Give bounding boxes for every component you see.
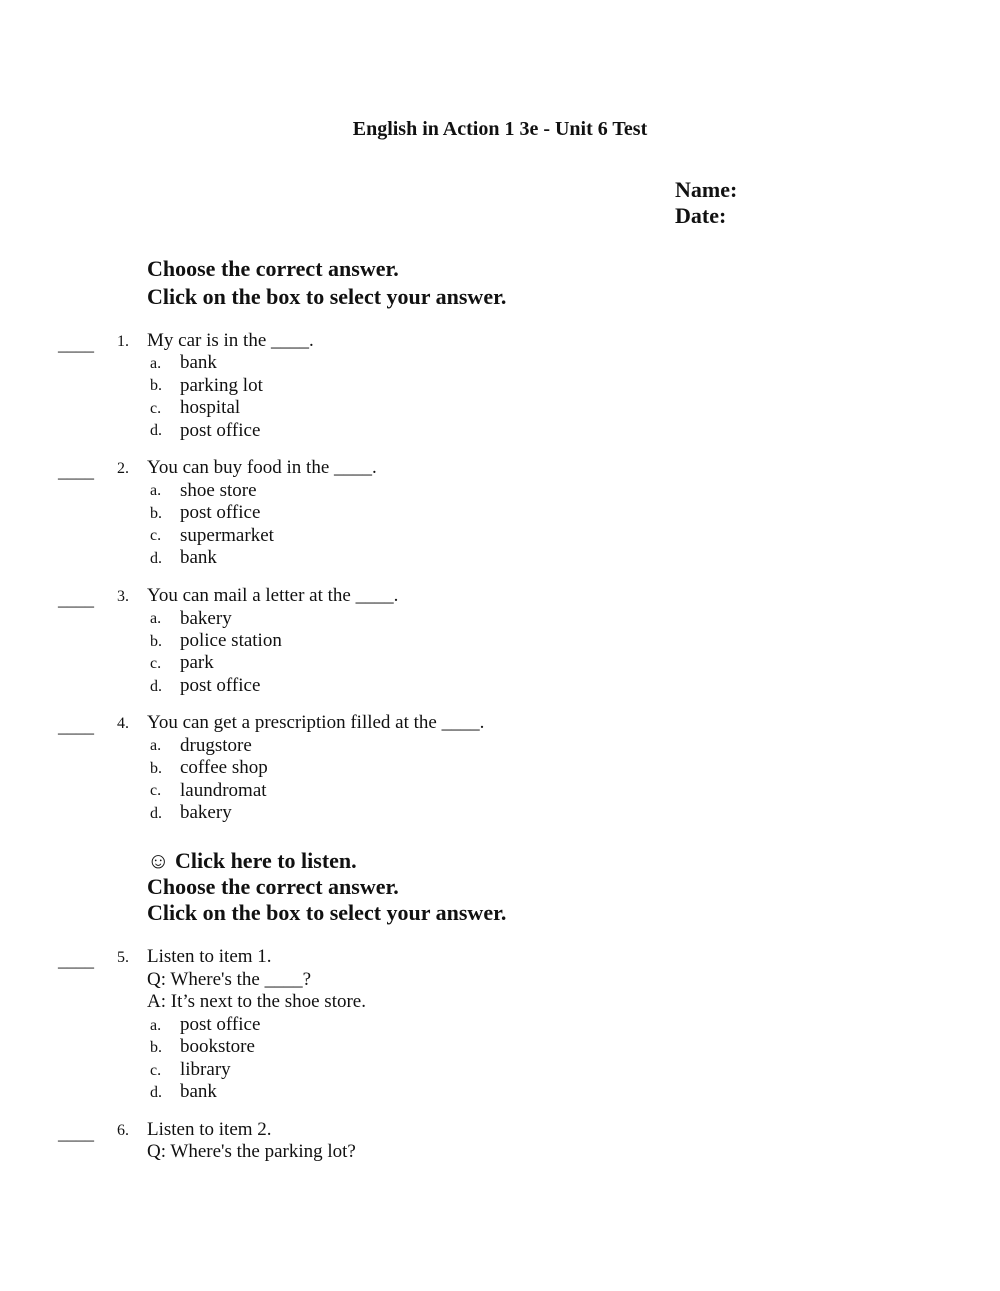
option-text: drugstore bbox=[180, 735, 252, 756]
option-text: shoe store bbox=[180, 480, 257, 501]
question-number: 6. bbox=[117, 1122, 129, 1139]
option-letter: c. bbox=[150, 1062, 162, 1079]
answer-box-q4[interactable]: ____ bbox=[58, 716, 94, 736]
option-letter: b. bbox=[150, 760, 162, 777]
option-letter: b. bbox=[150, 505, 162, 522]
option-letter: a. bbox=[150, 737, 162, 754]
question-text: You can mail a letter at the ____. bbox=[147, 585, 399, 606]
option-letter: d. bbox=[150, 805, 162, 822]
option-text: post office bbox=[180, 675, 261, 696]
option-text: bakery bbox=[180, 608, 232, 629]
question-text: My car is in the ____. bbox=[147, 330, 314, 351]
option-text: coffee shop bbox=[180, 757, 268, 778]
question-number: 2. bbox=[117, 460, 129, 477]
option-text: laundromat bbox=[180, 780, 267, 801]
option-letter: c. bbox=[150, 782, 162, 799]
name-label: Name: bbox=[675, 177, 738, 202]
question-number: 3. bbox=[117, 588, 129, 605]
option-text: bank bbox=[180, 1081, 217, 1102]
option-letter: c. bbox=[150, 400, 162, 417]
answer-box-q5[interactable]: ____ bbox=[58, 950, 94, 970]
option-text: post office bbox=[180, 1014, 261, 1035]
answer-box-q6[interactable]: ____ bbox=[58, 1123, 94, 1143]
answer-box-q2[interactable]: ____ bbox=[58, 461, 94, 481]
question-text: Q: Where's the ____? bbox=[147, 969, 311, 990]
question-text: A: It’s next to the shoe store. bbox=[147, 991, 366, 1012]
option-letter: a. bbox=[150, 355, 162, 372]
listen-link[interactable]: ☺ Click here to listen. bbox=[147, 848, 357, 873]
option-letter: b. bbox=[150, 1039, 162, 1056]
option-text: post office bbox=[180, 502, 261, 523]
question-text: Listen to item 1. bbox=[147, 946, 272, 967]
page-title: English in Action 1 3e - Unit 6 Test bbox=[352, 118, 648, 140]
question-text: You can buy food in the ____. bbox=[147, 457, 377, 478]
option-text: bookstore bbox=[180, 1036, 255, 1057]
option-text: hospital bbox=[180, 397, 241, 418]
option-letter: d. bbox=[150, 550, 162, 567]
option-text: parking lot bbox=[180, 375, 263, 396]
instruction-choose: Choose the correct answer. bbox=[147, 874, 399, 899]
option-letter: c. bbox=[150, 655, 162, 672]
option-letter: c. bbox=[150, 527, 162, 544]
option-letter: a. bbox=[150, 1017, 162, 1034]
question-number: 4. bbox=[117, 715, 129, 732]
option-text: park bbox=[180, 652, 214, 673]
instruction-click: Click on the box to select your answer. bbox=[147, 900, 507, 925]
answer-box-q3[interactable]: ____ bbox=[58, 589, 94, 609]
option-letter: a. bbox=[150, 482, 162, 499]
question-number: 5. bbox=[117, 949, 129, 966]
option-text: bank bbox=[180, 352, 217, 373]
option-letter: d. bbox=[150, 678, 162, 695]
option-text: supermarket bbox=[180, 525, 274, 546]
option-letter: a. bbox=[150, 610, 162, 627]
answer-box-q1[interactable]: ____ bbox=[58, 334, 94, 354]
instruction-choose: Choose the correct answer. bbox=[147, 256, 399, 281]
option-letter: b. bbox=[150, 633, 162, 650]
option-text: library bbox=[180, 1059, 231, 1080]
question-text: Q: Where's the parking lot? bbox=[147, 1141, 356, 1162]
option-text: post office bbox=[180, 420, 261, 441]
option-text: bank bbox=[180, 547, 217, 568]
date-label: Date: bbox=[675, 203, 727, 228]
option-text: police station bbox=[180, 630, 282, 651]
instruction-click: Click on the box to select your answer. bbox=[147, 284, 507, 309]
question-text: Listen to item 2. bbox=[147, 1119, 272, 1140]
option-text: bakery bbox=[180, 802, 232, 823]
option-letter: d. bbox=[150, 1084, 162, 1101]
question-text: You can get a prescription filled at the ____. bbox=[147, 712, 485, 733]
option-letter: b. bbox=[150, 377, 162, 394]
option-letter: d. bbox=[150, 422, 162, 439]
question-number: 1. bbox=[117, 333, 129, 350]
